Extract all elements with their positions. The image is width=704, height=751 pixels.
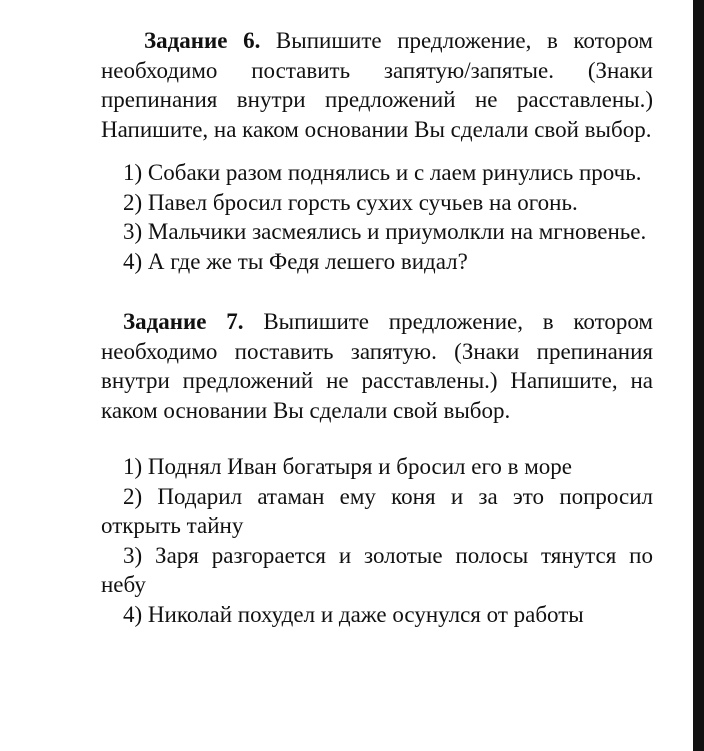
task-7-option-2: 2) Подарил атаман ему коня и за это попросил открыть тайну <box>101 483 653 538</box>
document-page <box>101 26 653 629</box>
task-6-option-2: 2) Павел бросил горсть сухих сучьев на огонь. <box>123 189 578 215</box>
task-6 <box>101 26 653 276</box>
task-6-instruction: Выпишите предложение, в котором необходимо поставить запятую/запятые. (Знаки препинания внутри предложений не расставлены.) Напишите, на каком основании Вы сделали свой выбор. <box>101 28 653 142</box>
page-edge <box>693 0 704 751</box>
task-7-option-4: 4) Николай похудел и даже осунулся от работы <box>123 601 584 627</box>
task-7-option-1: 1) Поднял Иван богатыря и бросил его в море <box>123 454 572 479</box>
task-7-intro <box>101 307 653 425</box>
task-6-options <box>101 158 653 276</box>
task-7-options <box>101 452 653 629</box>
task-7-instruction: Выпишите предложение, в котором необходимо поставить запятую. (Знаки препинания внутри предложений не расставлены.) Напишите, на каком основании Вы сделали свой выбор. <box>101 309 653 423</box>
task-6-intro <box>101 26 653 144</box>
task-6-heading: Задание 6. <box>144 28 261 53</box>
task-6-option-4: 4) А где же ты Федя лешего видал? <box>123 248 468 274</box>
task-7-heading: Задание 7. <box>123 309 244 334</box>
task-7 <box>101 307 653 629</box>
task-6-option-1: 1) Собаки разом поднялись и с лаем ринулись прочь. <box>123 160 642 185</box>
task-7-option-3: 3) Заря разгорается и золотые полосы тянутся по небу <box>101 542 653 597</box>
task-6-option-3: 3) Мальчики засмеялись и приумолкли на мгновенье. <box>123 219 647 244</box>
